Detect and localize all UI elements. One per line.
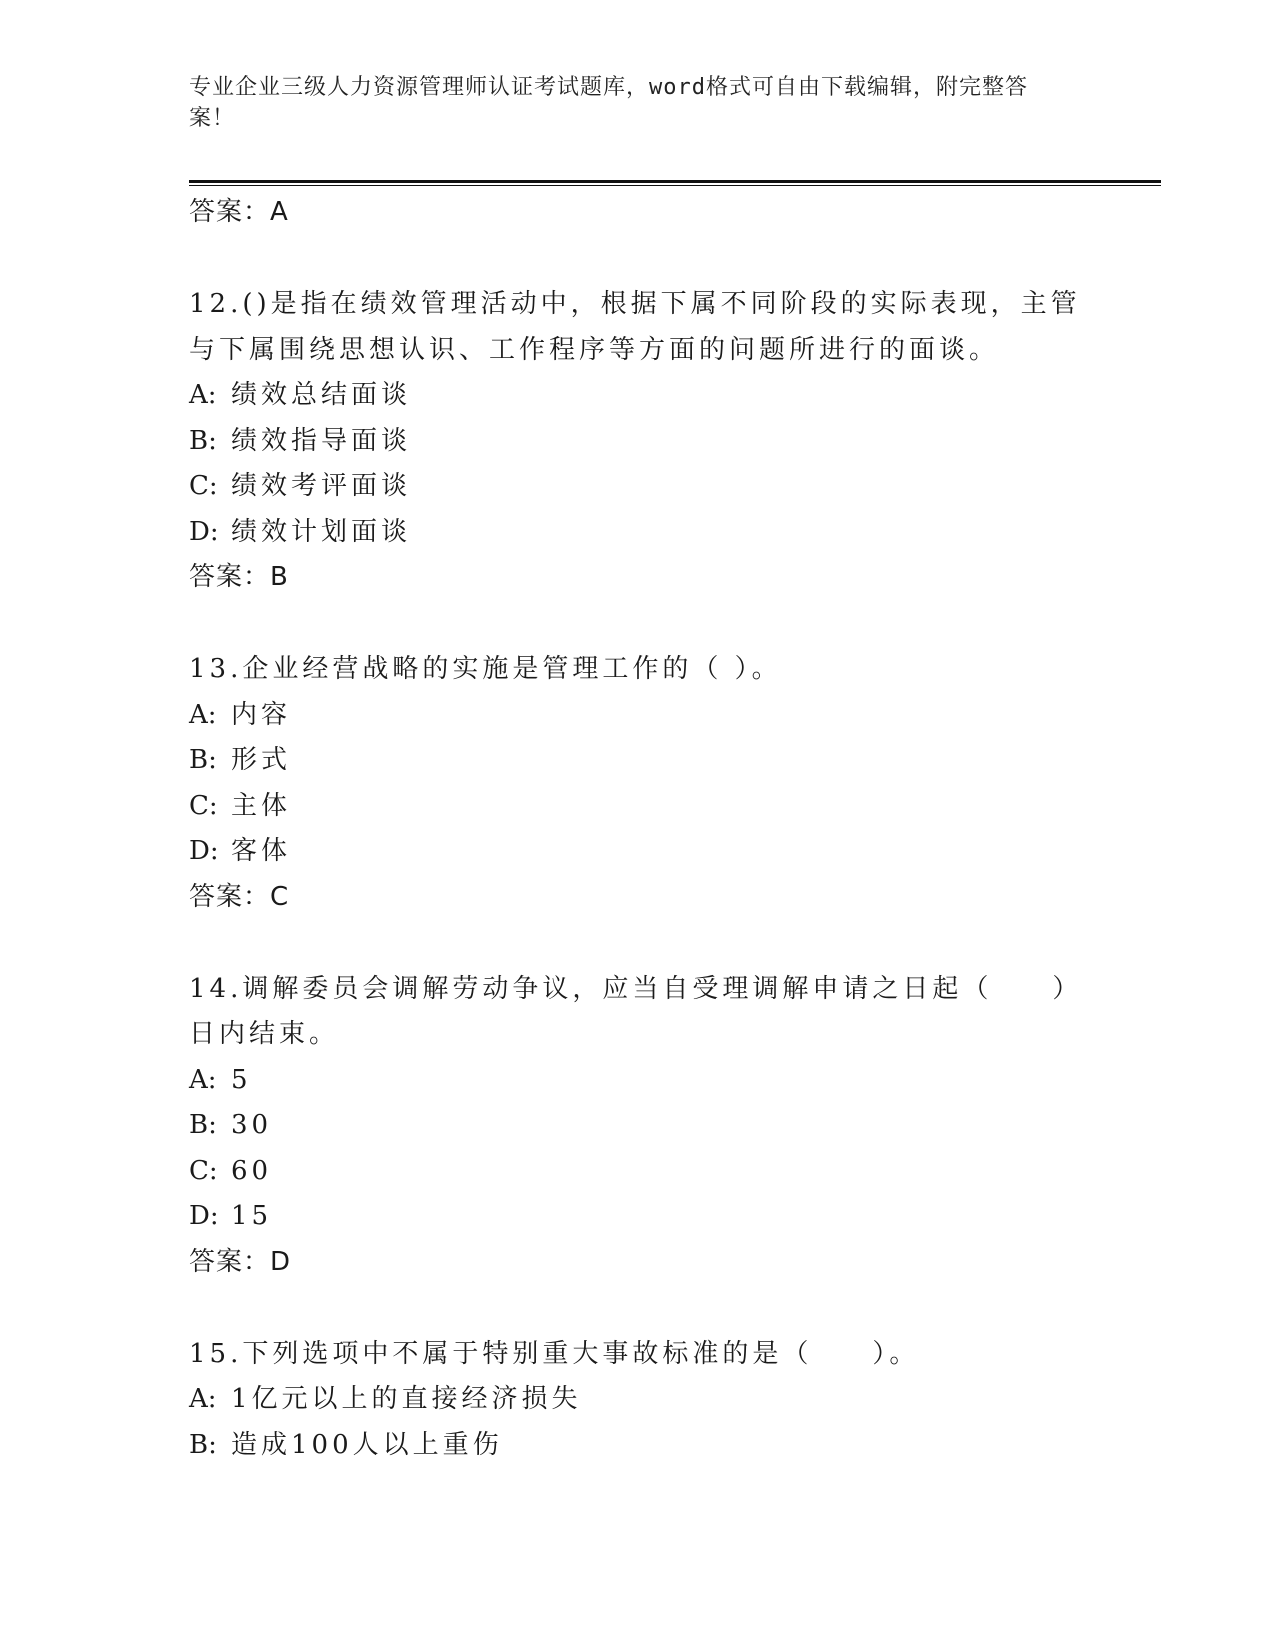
question-text: 12.()是指在绩效管理活动中，根据下属不同阶段的实际表现，主管与下属围绕思想认识、工作程序等方面的问题所进行的面谈。	[189, 289, 1081, 365]
option-letter: A:	[189, 380, 217, 410]
option-letter: B:	[189, 1110, 217, 1140]
question-text: 13.企业经营战略的实施是管理工作的（ ）。	[189, 654, 782, 684]
option-letter: B:	[189, 1429, 217, 1460]
option-c	[189, 1149, 1089, 1195]
option-c	[189, 464, 1089, 510]
question-text: 15.下列选项中不属于特别重大事故标准的是（ ）。	[189, 1338, 920, 1369]
option-text: 15	[231, 1201, 273, 1231]
option-b	[189, 738, 1089, 784]
option-d	[189, 1194, 1089, 1240]
option-a	[189, 373, 1089, 419]
option-letter: A:	[189, 1384, 217, 1414]
answer-line: 答案：A	[189, 197, 289, 227]
option-text: 绩效计划面谈	[231, 516, 412, 547]
option-b	[189, 1103, 1089, 1149]
option-letter: A:	[189, 1064, 217, 1095]
option-letter: C:	[189, 471, 218, 501]
option-letter: D:	[189, 836, 219, 866]
question-text: 14.调解委员会调解劳动争议，应当自受理调解申请之日起（ ）日内结束。	[189, 973, 1083, 1049]
option-letter: A:	[189, 699, 217, 730]
option-text: 绩效总结面谈	[231, 380, 412, 410]
question-list	[189, 190, 1089, 1468]
question-block	[189, 282, 1089, 647]
option-text: 形式	[231, 745, 292, 775]
option-text: 绩效指导面谈	[231, 425, 412, 456]
option-letter: B:	[189, 745, 217, 775]
header-divider-thin	[189, 185, 1161, 186]
question-block	[189, 1332, 1089, 1469]
answer-line: 答案：C	[189, 881, 290, 912]
question-block	[189, 647, 1089, 967]
option-text: 客体	[231, 836, 292, 866]
option-text: 5	[231, 1064, 252, 1095]
option-c	[189, 784, 1089, 830]
answer-line: 答案：B	[189, 562, 289, 592]
option-text: 造成100人以上重伤	[231, 1429, 503, 1460]
option-letter: D:	[189, 516, 219, 547]
question-block	[189, 967, 1089, 1332]
option-d	[189, 829, 1089, 875]
option-letter: B:	[189, 425, 217, 456]
option-text: 30	[231, 1110, 273, 1140]
option-text: 绩效考评面谈	[231, 471, 412, 501]
option-letter: D:	[189, 1201, 219, 1231]
option-d	[189, 510, 1089, 556]
answer-line: 答案：D	[189, 1246, 292, 1277]
option-b	[189, 1423, 1089, 1469]
header-divider-thick	[189, 180, 1161, 183]
option-text: 60	[231, 1155, 273, 1186]
option-b	[189, 419, 1089, 465]
option-text: 主体	[231, 790, 292, 821]
option-a	[189, 693, 1089, 739]
option-a	[189, 1377, 1089, 1423]
document-header: 专业企业三级人力资源管理师认证考试题库，word格式可自由下载编辑，附完整答案！	[189, 75, 1028, 131]
option-letter: C:	[189, 790, 218, 821]
option-text: 1亿元以上的直接经济损失	[231, 1384, 582, 1414]
option-text: 内容	[231, 699, 292, 730]
option-letter: C:	[189, 1155, 218, 1186]
option-a	[189, 1058, 1089, 1104]
